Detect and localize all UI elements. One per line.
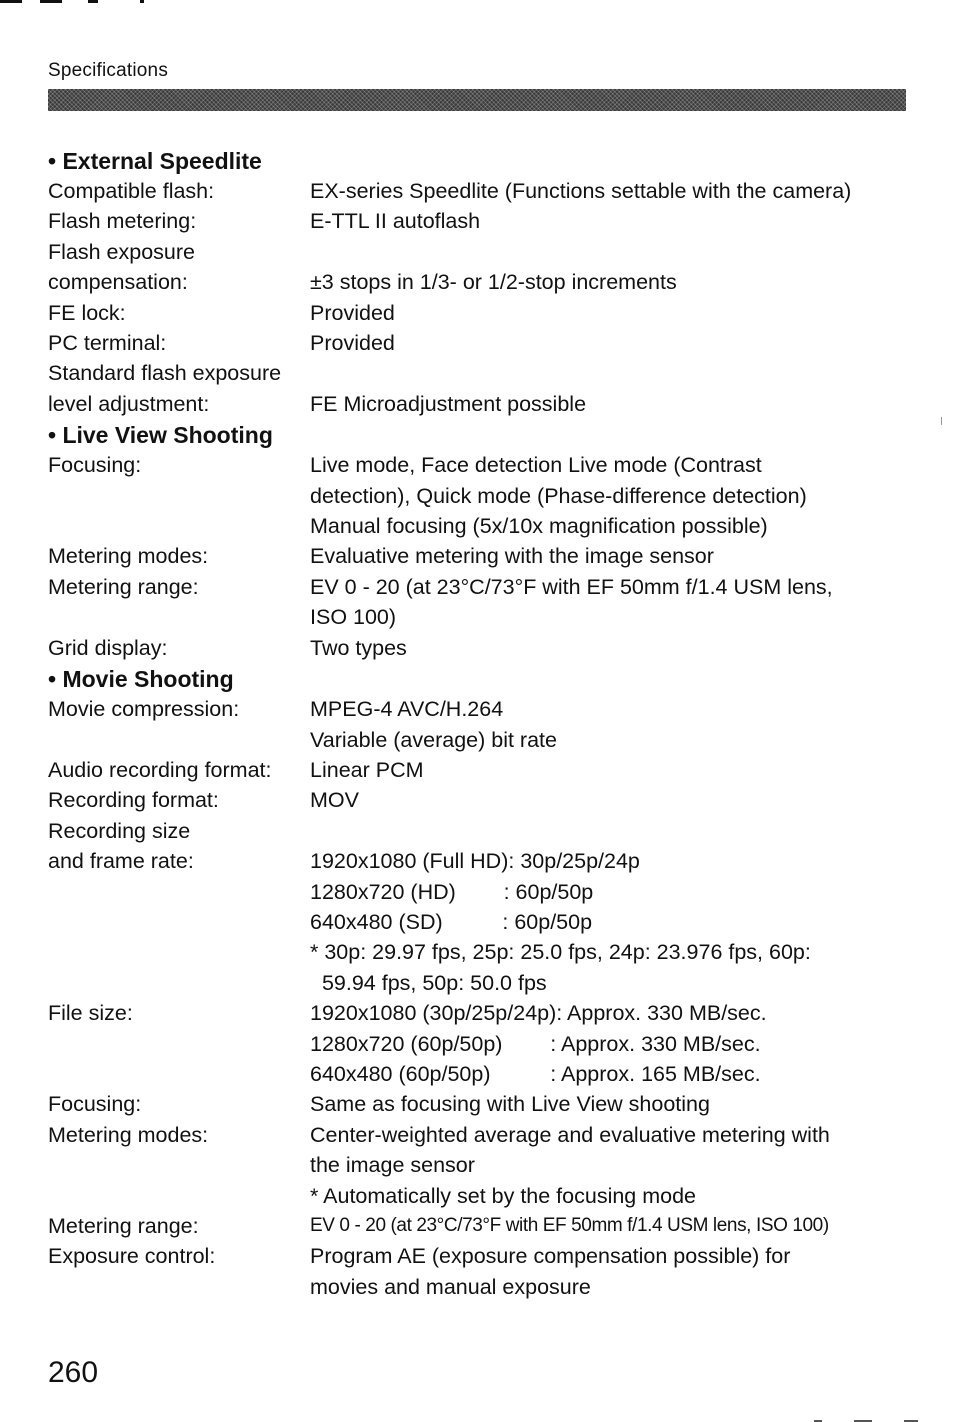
- spec-row: [48, 541, 918, 571]
- spec-label: [48, 998, 310, 1089]
- spec-label: [48, 237, 310, 298]
- section-title: • External Speedlite: [48, 148, 262, 174]
- spec-value-line: movies and manual exposure: [310, 1274, 591, 1299]
- spec-value-line: MOV: [310, 788, 359, 813]
- spec-label: [48, 1120, 310, 1211]
- spec-row: [48, 298, 918, 328]
- spec-value-line: ISO 100): [310, 605, 397, 630]
- spec-row: [48, 572, 918, 633]
- spec-value: [310, 1211, 918, 1241]
- spec-value-line: [310, 816, 918, 846]
- spec-value-line: 1920x1080 (Full HD): 30p/25p/24p: [310, 849, 640, 874]
- spec-label-line: Recording format:: [48, 788, 219, 813]
- spec-label-line: Standard flash exposure: [48, 361, 282, 386]
- spec-value-line: ±3 stops in 1/3- or 1/2-stop increments: [310, 270, 677, 295]
- page-number: 260: [48, 1356, 99, 1389]
- spec-row: [48, 694, 918, 755]
- spec-section: [48, 420, 918, 663]
- spec-value: [310, 755, 918, 785]
- spec-row: [48, 1089, 918, 1119]
- spec-value-line: 59.94 fps, 50p: 50.0 fps: [310, 970, 547, 995]
- spec-value-line: Provided: [310, 300, 395, 325]
- spec-value-line: [310, 237, 918, 267]
- spec-label-line: FE lock:: [48, 300, 126, 325]
- spec-row: [48, 785, 918, 815]
- spec-label: [48, 1089, 310, 1119]
- spec-row: [48, 328, 918, 358]
- spec-label: [48, 358, 310, 419]
- spec-value-line: 1920x1080 (30p/25p/24p): Approx. 330 MB/sec.: [310, 1001, 767, 1026]
- spec-label: [48, 1241, 310, 1302]
- spec-value: [310, 1241, 918, 1302]
- spec-row: [48, 1211, 918, 1241]
- section-title: • Live View Shooting: [48, 422, 273, 449]
- spec-value-line: Center-weighted average and evaluative metering with: [310, 1122, 830, 1147]
- spec-value-line: E-TTL II autoflash: [310, 209, 481, 234]
- spec-label-line: Exposure control:: [48, 1244, 216, 1269]
- spec-label: [48, 206, 310, 236]
- spec-label-line: and frame rate:: [48, 849, 194, 874]
- spec-label-line: Audio recording format:: [48, 757, 272, 782]
- spec-value: [310, 785, 918, 815]
- spec-value: [310, 1089, 918, 1119]
- header-bar: [48, 89, 906, 111]
- spec-value-line: * 30p: 29.97 fps, 25p: 25.0 fps, 24p: 23.976 fps, 60p:: [310, 940, 811, 965]
- spec-label-line: PC terminal:: [48, 331, 167, 356]
- spec-value: [310, 450, 918, 541]
- top-crop-marks: [0, 0, 200, 4]
- spec-row: [48, 633, 918, 663]
- spec-label: [48, 450, 310, 541]
- spec-value: [310, 328, 918, 358]
- spec-value-line: Same as focusing with Live View shooting: [310, 1092, 710, 1117]
- header-label: Specifications: [48, 60, 169, 81]
- bottom-crop-marks: [814, 1418, 934, 1422]
- spec-row: [48, 176, 918, 206]
- spec-label-line: Focusing:: [48, 453, 142, 478]
- margin-tick: [941, 417, 942, 425]
- spec-value-line: 1280x720 (60p/50p) : Approx. 330 MB/sec.: [310, 1031, 761, 1056]
- spec-value: [310, 694, 918, 755]
- spec-label-line: Recording size: [48, 818, 191, 843]
- spec-label-line: Movie compression:: [48, 697, 240, 722]
- spec-value-line: EV 0 - 20 (at 23°C/73°F with EF 50mm f/1.4 USM lens,: [310, 574, 833, 599]
- spec-value-line: 640x480 (60p/50p) : Approx. 165 MB/sec.: [310, 1061, 761, 1086]
- spec-label: [48, 694, 310, 755]
- spec-label: [48, 816, 310, 998]
- spec-label: [48, 633, 310, 663]
- spec-row: [48, 1120, 918, 1211]
- spec-label-line: Metering range:: [48, 574, 199, 599]
- spec-row: [48, 358, 918, 419]
- spec-value: [310, 358, 918, 419]
- spec-value-line: Evaluative metering with the image sensor: [310, 544, 714, 569]
- spec-label-line: Flash metering:: [48, 209, 197, 234]
- spec-label-line: level adjustment:: [48, 391, 210, 416]
- spec-value: [310, 206, 918, 236]
- spec-label: [48, 328, 310, 358]
- spec-value-line: FE Microadjustment possible: [310, 391, 587, 416]
- spec-label-line: Metering range:: [48, 1214, 199, 1238]
- spec-value-line: Variable (average) bit rate: [310, 727, 557, 752]
- spec-label-line: File size:: [48, 1001, 133, 1026]
- spec-value: [310, 237, 918, 298]
- spec-label-line: compensation:: [48, 270, 188, 295]
- spec-value: [310, 541, 918, 571]
- spec-value-line: Provided: [310, 331, 395, 356]
- spec-value: [310, 998, 918, 1089]
- spec-value-line: EX-series Speedlite (Functions settable with the camera): [310, 179, 852, 203]
- spec-value: [310, 298, 918, 328]
- spec-value: [310, 633, 918, 663]
- spec-value-line: Live mode, Face detection Live mode (Contrast: [310, 453, 762, 478]
- spec-label-line: Grid display:: [48, 635, 168, 660]
- spec-value-line: MPEG-4 AVC/H.264: [310, 697, 504, 722]
- spec-label-line: Metering modes:: [48, 1122, 209, 1147]
- spec-row: [48, 1241, 918, 1302]
- spec-label: [48, 298, 310, 328]
- spec-section: [48, 664, 918, 1302]
- spec-value-line: Program AE (exposure compensation possible) for: [310, 1244, 791, 1269]
- section-title: • Movie Shooting: [48, 666, 234, 693]
- spec-value-line: the image sensor: [310, 1153, 475, 1178]
- spec-label-line: Flash exposure: [48, 239, 195, 264]
- spec-value: [310, 176, 918, 206]
- spec-label: [48, 755, 310, 785]
- spec-value-line: Manual focusing (5x/10x magnification possible): [310, 514, 768, 539]
- spec-value-line: EV 0 - 20 (at 23°C/73°F with EF 50mm f/1.4 USM lens, ISO 100): [310, 1215, 829, 1236]
- spec-value: [310, 1120, 918, 1211]
- spec-label: [48, 541, 310, 571]
- spec-label: [48, 572, 310, 633]
- spec-value-line: Two types: [310, 635, 407, 660]
- spec-value: [310, 816, 918, 998]
- spec-row: [48, 206, 918, 236]
- spec-row: [48, 998, 918, 1089]
- spec-value-line: detection), Quick mode (Phase-difference detection): [310, 483, 807, 508]
- spec-value-line: Linear PCM: [310, 757, 424, 782]
- spec-value-line: [310, 358, 918, 388]
- spec-label-line: Focusing:: [48, 1092, 142, 1117]
- spec-label: [48, 785, 310, 815]
- spec-row: [48, 450, 918, 541]
- spec-label-line: Metering modes:: [48, 544, 209, 569]
- spec-value-line: * Automatically set by the focusing mode: [310, 1183, 697, 1208]
- spec-label-line: Compatible flash:: [48, 179, 215, 203]
- spec-label: [48, 1211, 310, 1241]
- spec-row: [48, 237, 918, 298]
- spec-value-line: 640x480 (SD) : 60p/50p: [310, 909, 593, 934]
- spec-label: [48, 176, 310, 206]
- spec-row: [48, 816, 918, 998]
- spec-content: [48, 146, 918, 1302]
- spec-section: [48, 146, 918, 419]
- spec-value: [310, 572, 918, 633]
- spec-row: [48, 755, 918, 785]
- spec-value-line: 1280x720 (HD) : 60p/50p: [310, 879, 594, 904]
